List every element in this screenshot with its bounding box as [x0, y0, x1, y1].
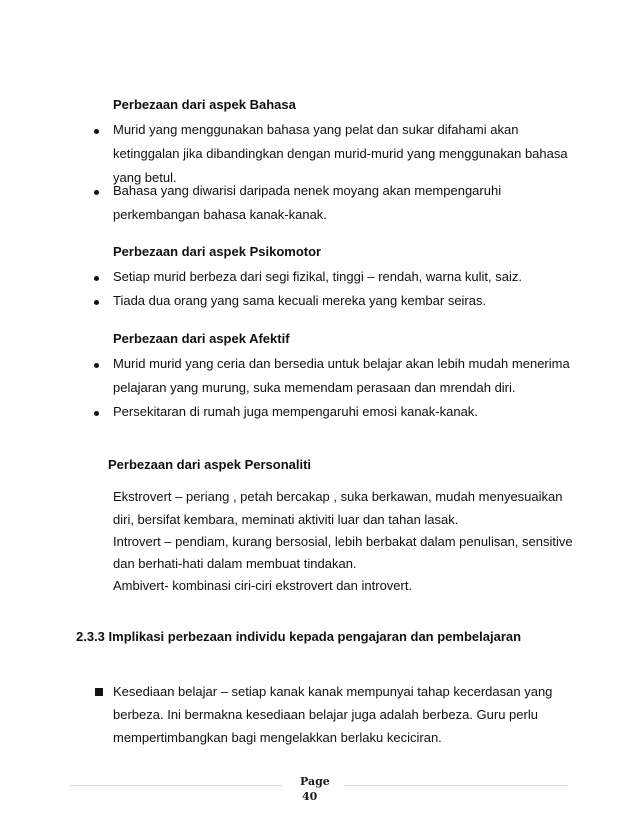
bahasa-b1-line2: ketinggalan jika dibandingkan dengan murid-murid yang menggunakan bahasa: [113, 146, 568, 161]
bahasa-b2-line1: Bahasa yang diwarisi daripada nenek moyang akan mempengaruhi: [113, 183, 502, 198]
bullet-dot-icon: [94, 129, 99, 134]
heading-personaliti: Perbezaan dari aspek Personaliti: [108, 457, 312, 472]
heading-afektif: Perbezaan dari aspek Afektif: [113, 331, 290, 346]
subsection-item-line2: berbeza. Ini bermakna kesediaan belajar juga adalah berbeza. Guru perlu: [113, 707, 538, 722]
page-number: 40: [302, 790, 318, 803]
bahasa-b1-line3: yang betul.: [113, 170, 177, 185]
bullet-dot-icon: [94, 300, 99, 305]
personaliti-line4: dan berhati-hati dalam membuat tindakan.: [113, 556, 357, 571]
footer-rule-left: [70, 785, 282, 786]
bullet-square-icon: [95, 688, 103, 696]
afektif-b2-line1: Persekitaran di rumah juga mempengaruhi emosi kanak-kanak.: [113, 404, 478, 419]
bullet-dot-icon: [94, 276, 99, 281]
subsection-item-line1: Kesediaan belajar – setiap kanak kanak mempunyai tahap kecerdasan yang: [113, 684, 553, 699]
personaliti-line1: Ekstrovert – periang , petah bercakap , suka berkawan, mudah menyesuaikan: [113, 489, 563, 504]
psikomotor-b1-line1: Setiap murid berbeza dari segi fizikal, tinggi – rendah, warna kulit, saiz.: [113, 269, 522, 284]
page-label: Page: [300, 775, 330, 788]
psikomotor-b2-line1: Tiada dua orang yang sama kecuali mereka yang kembar seiras.: [113, 293, 487, 308]
bahasa-b1-line1: Murid yang menggunakan bahasa yang pelat dan sukar difahami akan: [113, 122, 519, 137]
subsection-item-line3: mempertimbangkan bagi mengelakkan berlaku keciciran.: [113, 730, 442, 745]
afektif-b1-line2: pelajaran yang murung, suka memendam perasaan dan mrendah diri.: [113, 380, 516, 395]
heading-bahasa: Perbezaan dari aspek Bahasa: [113, 97, 296, 112]
footer-rule-right: [344, 785, 568, 786]
bullet-dot-icon: [94, 363, 99, 368]
afektif-b1-line1: Murid murid yang ceria dan bersedia untuk belajar akan lebih mudah menerima: [113, 356, 570, 371]
bullet-dot-icon: [94, 190, 99, 195]
personaliti-line3: Introvert – pendiam, kurang bersosial, lebih berbakat dalam penulisan, sensitive: [113, 534, 573, 549]
personaliti-line2: diri, bersifat kembara, meminati aktiviti luar dan tahan lasak.: [113, 512, 459, 527]
bullet-dot-icon: [94, 411, 99, 416]
personaliti-line5: Ambivert- kombinasi ciri-ciri ekstrovert dan introvert.: [113, 578, 413, 593]
subsection-title: 2.3.3 Implikasi perbezaan individu kepada pengajaran dan pembelajaran: [76, 629, 522, 644]
heading-psikomotor: Perbezaan dari aspek Psikomotor: [113, 244, 322, 259]
bahasa-b2-line2: perkembangan bahasa kanak-kanak.: [113, 207, 327, 222]
